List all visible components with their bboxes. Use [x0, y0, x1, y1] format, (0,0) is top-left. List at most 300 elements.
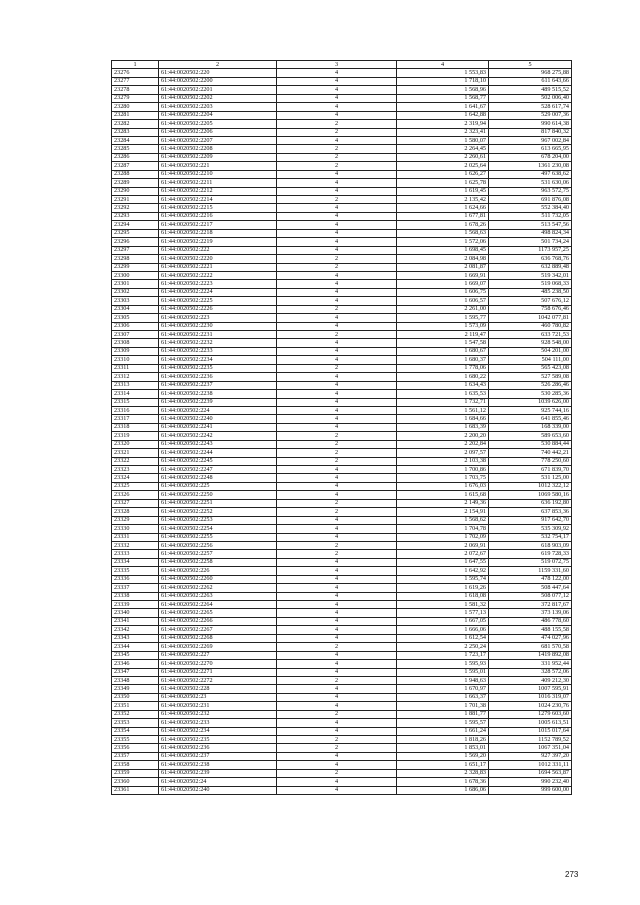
category-code: 4	[277, 94, 397, 102]
category-code: 2	[277, 736, 397, 744]
row-index: 23343	[112, 634, 159, 642]
cadastral-number: 61:44:0020502:235	[159, 736, 277, 744]
category-code: 2	[277, 145, 397, 153]
row-index: 23276	[112, 69, 159, 77]
row-index: 23298	[112, 255, 159, 263]
cost-value: 613 665,95	[489, 145, 572, 153]
row-index: 23311	[112, 364, 159, 372]
cost-value: 485 238,50	[489, 288, 572, 296]
cadastral-number: 61:44:0020502:2262	[159, 584, 277, 592]
cadastral-number: 61:44:0020502:2242	[159, 432, 277, 440]
category-code: 4	[277, 288, 397, 296]
table-row	[112, 111, 572, 119]
cost-value: 1159 331,60	[489, 567, 572, 575]
cost-value: 925 744,16	[489, 406, 572, 414]
area-value: 1 568,62	[397, 516, 489, 524]
cost-value: 990 232,40	[489, 778, 572, 786]
table-row	[112, 423, 572, 431]
table-row	[112, 693, 572, 701]
area-value: 1 666,06	[397, 626, 489, 634]
area-value: 2 084,98	[397, 255, 489, 263]
area-value: 1 702,09	[397, 533, 489, 541]
category-code: 4	[277, 558, 397, 566]
table-row	[112, 145, 572, 153]
cost-value: 519 072,75	[489, 558, 572, 566]
cadastral-number: 61:44:0020502:2203	[159, 103, 277, 111]
row-index: 23333	[112, 550, 159, 558]
header-row	[112, 61, 572, 69]
cadastral-number: 61:44:0020502:2223	[159, 280, 277, 288]
table-row	[112, 702, 572, 710]
area-value: 1 704,78	[397, 525, 489, 533]
cost-value: 641 855,46	[489, 415, 572, 423]
category-code: 4	[277, 246, 397, 254]
category-code: 4	[277, 617, 397, 625]
table-row	[112, 347, 572, 355]
cadastral-number: 61:44:0020502:23	[159, 693, 277, 701]
cost-value: 528 617,74	[489, 103, 572, 111]
category-code: 2	[277, 440, 397, 448]
table-row	[112, 508, 572, 516]
row-index: 23322	[112, 457, 159, 465]
row-index: 23340	[112, 609, 159, 617]
area-value: 1 635,53	[397, 390, 489, 398]
cadastral-number: 61:44:0020502:2202	[159, 94, 277, 102]
category-code: 2	[277, 449, 397, 457]
row-index: 23299	[112, 263, 159, 271]
cadastral-number: 61:44:0020502:2243	[159, 440, 277, 448]
area-value: 1 703,75	[397, 474, 489, 482]
category-code: 2	[277, 305, 397, 313]
area-value: 1 595,57	[397, 719, 489, 727]
table-row	[112, 634, 572, 642]
cadastral-number: 61:44:0020502:2205	[159, 120, 277, 128]
area-value: 1 661,24	[397, 727, 489, 735]
area-value: 2 319,94	[397, 120, 489, 128]
area-value: 1 568,63	[397, 229, 489, 237]
table-row	[112, 331, 572, 339]
cadastral-number: 61:44:0020502:227	[159, 651, 277, 659]
row-index: 23286	[112, 153, 159, 161]
table-row	[112, 246, 572, 254]
category-code: 2	[277, 196, 397, 204]
category-code: 4	[277, 339, 397, 347]
cadastral-number: 61:44:0020502:2211	[159, 179, 277, 187]
cadastral-number: 61:44:0020502:239	[159, 769, 277, 777]
table-row	[112, 94, 572, 102]
cost-value: 474 027,96	[489, 634, 572, 642]
cost-value: 1012 331,11	[489, 761, 572, 769]
category-code: 4	[277, 609, 397, 617]
cost-value: 678 204,00	[489, 153, 572, 161]
area-value: 1 698,45	[397, 246, 489, 254]
header-col-5: 5	[489, 61, 572, 69]
row-index: 23282	[112, 120, 159, 128]
row-index: 23317	[112, 415, 159, 423]
area-value: 1 595,93	[397, 660, 489, 668]
row-index: 23312	[112, 373, 159, 381]
table-row	[112, 221, 572, 229]
cost-value: 1039 626,00	[489, 398, 572, 406]
area-value: 2 081,87	[397, 263, 489, 271]
category-code: 2	[277, 541, 397, 549]
cadastral-number: 61:44:0020502:2272	[159, 676, 277, 684]
category-code: 4	[277, 103, 397, 111]
table-row	[112, 617, 572, 625]
table-header	[112, 61, 572, 69]
cadastral-number: 61:44:0020502:233	[159, 719, 277, 727]
area-value: 1 625,78	[397, 179, 489, 187]
table-row	[112, 660, 572, 668]
category-code: 4	[277, 466, 397, 474]
area-value: 1 580,07	[397, 136, 489, 144]
category-code: 4	[277, 297, 397, 305]
area-value: 1 595,01	[397, 668, 489, 676]
category-code: 2	[277, 643, 397, 651]
table-row	[112, 364, 572, 372]
row-index: 23305	[112, 314, 159, 322]
row-index: 23329	[112, 516, 159, 524]
table-row	[112, 474, 572, 482]
table-row	[112, 752, 572, 760]
area-value: 2 250,24	[397, 643, 489, 651]
table-row	[112, 187, 572, 195]
area-value: 1 626,27	[397, 170, 489, 178]
category-code: 4	[277, 187, 397, 195]
cost-value: 526 286,46	[489, 381, 572, 389]
table-row	[112, 491, 572, 499]
cost-value: 504 111,00	[489, 356, 572, 364]
cadastral-number: 61:44:0020502:2266	[159, 617, 277, 625]
cost-value: 681 570,58	[489, 643, 572, 651]
table-row	[112, 297, 572, 305]
row-index: 23308	[112, 339, 159, 347]
cost-value: 1007 595,91	[489, 685, 572, 693]
cost-value: 967 002,84	[489, 136, 572, 144]
area-value: 1 618,08	[397, 592, 489, 600]
row-index: 23277	[112, 77, 159, 85]
area-value: 1 778,06	[397, 364, 489, 372]
area-value: 1 547,58	[397, 339, 489, 347]
row-index: 23278	[112, 86, 159, 94]
area-value: 1 669,07	[397, 280, 489, 288]
table-row	[112, 322, 572, 330]
cadastral-number: 61:44:0020502:2271	[159, 668, 277, 676]
table-row	[112, 609, 572, 617]
table-row	[112, 103, 572, 111]
cadastral-number: 61:44:0020502:2260	[159, 575, 277, 583]
cadastral-number: 61:44:0020502:224	[159, 406, 277, 414]
table-row	[112, 449, 572, 457]
table-row	[112, 727, 572, 735]
table-row	[112, 229, 572, 237]
row-index: 23350	[112, 693, 159, 701]
cost-value: 619 728,33	[489, 550, 572, 558]
cadastral-number: 61:44:0020502:2247	[159, 466, 277, 474]
cadastral-number: 61:44:0020502:2250	[159, 491, 277, 499]
cost-value: 691 876,08	[489, 196, 572, 204]
cost-value: 1042 077,81	[489, 314, 572, 322]
cost-value: 531 630,06	[489, 179, 572, 187]
cost-value: 1069 580,16	[489, 491, 572, 499]
row-index: 23356	[112, 744, 159, 752]
area-value: 2 135,42	[397, 196, 489, 204]
cadastral-number: 61:44:0020502:2234	[159, 356, 277, 364]
table-row	[112, 626, 572, 634]
row-index: 23315	[112, 398, 159, 406]
row-index: 23345	[112, 651, 159, 659]
category-code: 2	[277, 769, 397, 777]
row-index: 23285	[112, 145, 159, 153]
area-value: 2 200,20	[397, 432, 489, 440]
category-code: 4	[277, 136, 397, 144]
area-value: 2 119,47	[397, 331, 489, 339]
row-index: 23339	[112, 601, 159, 609]
category-code: 4	[277, 271, 397, 279]
area-value: 1 677,81	[397, 212, 489, 220]
category-code: 4	[277, 719, 397, 727]
row-index: 23319	[112, 432, 159, 440]
row-index: 23355	[112, 736, 159, 744]
table-row	[112, 196, 572, 204]
area-value: 1 686,06	[397, 786, 489, 794]
cadastral-number: 61:44:0020502:2257	[159, 550, 277, 558]
table-row	[112, 676, 572, 684]
cadastral-number: 61:44:0020502:2245	[159, 457, 277, 465]
cadastral-number: 61:44:0020502:2218	[159, 229, 277, 237]
area-value: 1 651,17	[397, 761, 489, 769]
category-code: 4	[277, 229, 397, 237]
table-row	[112, 719, 572, 727]
cost-value: 489 515,52	[489, 86, 572, 94]
cost-value: 373 139,06	[489, 609, 572, 617]
category-code: 4	[277, 111, 397, 119]
table-row	[112, 744, 572, 752]
table-row	[112, 204, 572, 212]
table-row	[112, 255, 572, 263]
area-value: 1 624,66	[397, 204, 489, 212]
area-value: 1 853,01	[397, 744, 489, 752]
table-row	[112, 162, 572, 170]
category-code: 2	[277, 710, 397, 718]
area-value: 1 573,09	[397, 322, 489, 330]
area-value: 1 612,54	[397, 634, 489, 642]
category-code: 4	[277, 651, 397, 659]
area-value: 2 260,61	[397, 153, 489, 161]
table-row	[112, 305, 572, 313]
cadastral-number: 61:44:0020502:2214	[159, 196, 277, 204]
row-index: 23295	[112, 229, 159, 237]
cost-value: 1279 603,60	[489, 710, 572, 718]
row-index: 23304	[112, 305, 159, 313]
cost-value: 917 642,70	[489, 516, 572, 524]
row-index: 23321	[112, 449, 159, 457]
table-row	[112, 685, 572, 693]
row-index: 23332	[112, 541, 159, 549]
area-value: 1 669,91	[397, 271, 489, 279]
area-value: 1 723,17	[397, 651, 489, 659]
category-code: 4	[277, 727, 397, 735]
cost-value: 532 754,17	[489, 533, 572, 541]
area-value: 1 572,06	[397, 238, 489, 246]
row-index: 23297	[112, 246, 159, 254]
row-index: 23290	[112, 187, 159, 195]
cost-value: 636 192,80	[489, 499, 572, 507]
area-value: 2 323,41	[397, 128, 489, 136]
cost-value: 817 840,32	[489, 128, 572, 136]
category-code: 4	[277, 77, 397, 85]
area-value: 1 881,77	[397, 710, 489, 718]
cadastral-number: 61:44:0020502:2222	[159, 271, 277, 279]
row-index: 23338	[112, 592, 159, 600]
table-row	[112, 179, 572, 187]
table-row	[112, 373, 572, 381]
area-value: 2 069,91	[397, 541, 489, 549]
cost-value: 486 778,60	[489, 617, 572, 625]
area-value: 1 606,75	[397, 288, 489, 296]
row-index: 23318	[112, 423, 159, 431]
cadastral-number: 61:44:0020502:2264	[159, 601, 277, 609]
row-index: 23292	[112, 204, 159, 212]
cadastral-number: 61:44:0020502:2268	[159, 634, 277, 642]
row-index: 23301	[112, 280, 159, 288]
cadastral-number: 61:44:0020502:2244	[159, 449, 277, 457]
table-row	[112, 288, 572, 296]
area-value: 1 595,77	[397, 314, 489, 322]
category-code: 4	[277, 373, 397, 381]
area-value: 1 684,66	[397, 415, 489, 423]
cost-value: 531 125,00	[489, 474, 572, 482]
cadastral-number: 61:44:0020502:2235	[159, 364, 277, 372]
cost-value: 990 614,38	[489, 120, 572, 128]
area-value: 1 634,43	[397, 381, 489, 389]
cadastral-number: 61:44:0020502:2258	[159, 558, 277, 566]
cadastral-number: 61:44:0020502:2206	[159, 128, 277, 136]
row-index: 23296	[112, 238, 159, 246]
cost-value: 633 721,53	[489, 331, 572, 339]
area-value: 2 103,38	[397, 457, 489, 465]
header-col-2: 2	[159, 61, 277, 69]
cadastral-number: 61:44:0020502:2252	[159, 508, 277, 516]
cadastral-number: 61:44:0020502:2212	[159, 187, 277, 195]
cost-value: 968 275,88	[489, 69, 572, 77]
category-code: 4	[277, 69, 397, 77]
category-code: 4	[277, 702, 397, 710]
table-row	[112, 651, 572, 659]
table-row	[112, 482, 572, 490]
cadastral-number: 61:44:0020502:237	[159, 752, 277, 760]
category-code: 2	[277, 162, 397, 170]
table-row	[112, 390, 572, 398]
category-code: 4	[277, 685, 397, 693]
page-number: 273	[565, 870, 579, 879]
cost-value: 530 285,36	[489, 390, 572, 398]
cost-value: 1419 892,08	[489, 651, 572, 659]
cadastral-number: 61:44:0020502:2255	[159, 533, 277, 541]
row-index: 23289	[112, 179, 159, 187]
row-index: 23349	[112, 685, 159, 693]
category-code: 4	[277, 482, 397, 490]
area-value: 1 678,36	[397, 778, 489, 786]
cost-value: 168 339,00	[489, 423, 572, 431]
row-index: 23326	[112, 491, 159, 499]
table-row	[112, 263, 572, 271]
row-index: 23334	[112, 558, 159, 566]
table-row	[112, 415, 572, 423]
table-row	[112, 153, 572, 161]
category-code: 2	[277, 255, 397, 263]
category-code: 4	[277, 221, 397, 229]
table-row	[112, 77, 572, 85]
category-code: 4	[277, 347, 397, 355]
cadastral-number: 61:44:0020502:2237	[159, 381, 277, 389]
area-value: 1 568,77	[397, 94, 489, 102]
cadastral-number: 61:44:0020502:2216	[159, 212, 277, 220]
cadastral-number: 61:44:0020502:2263	[159, 592, 277, 600]
category-code: 4	[277, 752, 397, 760]
cadastral-number: 61:44:0020502:223	[159, 314, 277, 322]
table-row	[112, 710, 572, 718]
cost-value: 478 122,00	[489, 575, 572, 583]
cadastral-number: 61:44:0020502:2239	[159, 398, 277, 406]
cadastral-number: 61:44:0020502:2236	[159, 373, 277, 381]
cost-value: 758 676,46	[489, 305, 572, 313]
row-index: 23331	[112, 533, 159, 541]
row-index: 23302	[112, 288, 159, 296]
table-row	[112, 314, 572, 322]
cost-value: 1173 957,25	[489, 246, 572, 254]
table-row	[112, 601, 572, 609]
row-index: 23316	[112, 406, 159, 414]
cost-value: 1005 613,51	[489, 719, 572, 727]
category-code: 4	[277, 584, 397, 592]
row-index: 23354	[112, 727, 159, 735]
cost-value: 1067 351,04	[489, 744, 572, 752]
area-value: 2 149,36	[397, 499, 489, 507]
cadastral-number: 61:44:0020502:2209	[159, 153, 277, 161]
cadastral-number: 61:44:0020502:2256	[159, 541, 277, 549]
category-code: 4	[277, 567, 397, 575]
cadastral-number: 61:44:0020502:222	[159, 246, 277, 254]
area-value: 2 261,00	[397, 305, 489, 313]
cadastral-number: 61:44:0020502:2201	[159, 86, 277, 94]
cadastral-number: 61:44:0020502:2220	[159, 255, 277, 263]
cadastral-number: 61:44:0020502:2230	[159, 322, 277, 330]
cadastral-number: 61:44:0020502:236	[159, 744, 277, 752]
cost-value: 1694 563,87	[489, 769, 572, 777]
category-code: 4	[277, 415, 397, 423]
row-index: 23327	[112, 499, 159, 507]
table-row	[112, 550, 572, 558]
cost-value: 552 384,40	[489, 204, 572, 212]
cost-value: 589 653,60	[489, 432, 572, 440]
cost-value: 1361 230,08	[489, 162, 572, 170]
cadastral-number: 61:44:0020502:2224	[159, 288, 277, 296]
table-row	[112, 786, 572, 794]
area-value: 2 202,84	[397, 440, 489, 448]
area-value: 1 680,22	[397, 373, 489, 381]
cost-value: 1152 789,52	[489, 736, 572, 744]
cost-value: 513 547,56	[489, 221, 572, 229]
category-code: 2	[277, 499, 397, 507]
cost-value: 637 853,36	[489, 508, 572, 516]
area-value: 1 718,10	[397, 77, 489, 85]
table-row	[112, 769, 572, 777]
area-value: 1 667,05	[397, 617, 489, 625]
cost-value: 671 839,70	[489, 466, 572, 474]
cost-value: 1016 319,07	[489, 693, 572, 701]
cadastral-number: 61:44:0020502:234	[159, 727, 277, 735]
